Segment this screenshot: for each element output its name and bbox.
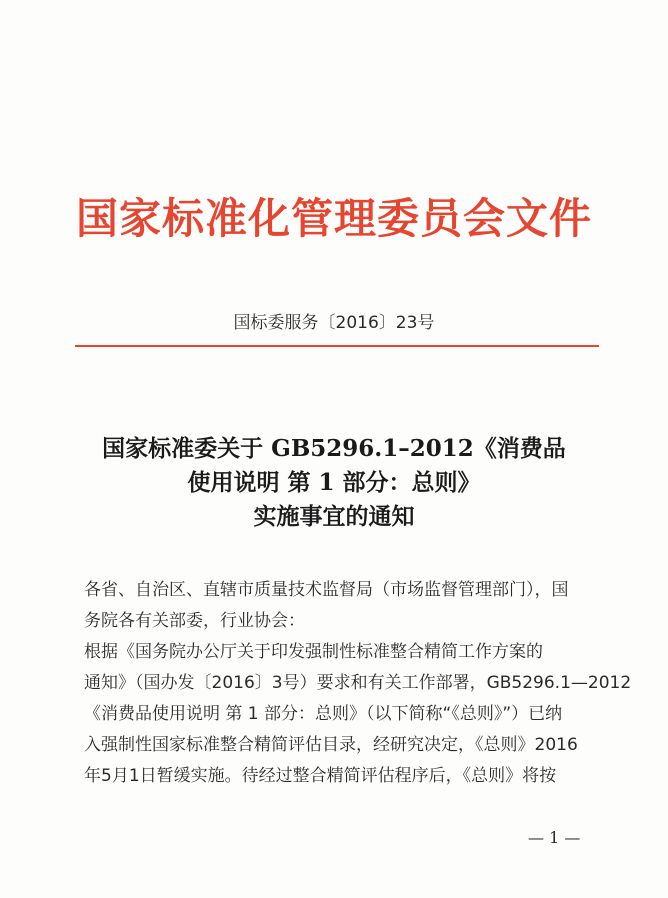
title-line-2: 使用说明 第 1 部分：总则》 bbox=[187, 469, 481, 496]
document-masthead: 国家标准化管理委员会文件 bbox=[75, 194, 592, 243]
body-line-1: 各省、自治区、直辖市质量技术监督局（市场监督管理部门），国 bbox=[84, 580, 569, 600]
title-line-1: 国家标准委关于 GB5296.1–2012《消费品 bbox=[102, 435, 566, 462]
document-title bbox=[0, 432, 668, 534]
body-line-4: 通知》（国办发〔2016〕3号）要求和有关工作部署，GB5296.1—2012 bbox=[84, 673, 632, 693]
header-divider-line bbox=[75, 345, 599, 347]
document-body bbox=[84, 575, 632, 792]
body-line-5: 《消费品使用说明 第 1 部分：总则》（以下简称“《总则》”）已纳 bbox=[84, 704, 563, 724]
body-line-3: 根据《国务院办公厅关于印发强制性标准整合精简工作方案的 bbox=[84, 642, 543, 662]
body-line-7: 年5月1日暂缓实施。待经过整合精简评估程序后，《总则》将按 bbox=[84, 766, 557, 786]
page-number: — 1 — bbox=[528, 828, 581, 847]
body-line-6: 入强制性国家标准整合精简评估目录，经研究决定，《总则》2016 bbox=[84, 735, 578, 755]
document-number: 国标委服务〔2016〕23号 bbox=[233, 313, 435, 333]
title-line-3: 实施事宜的通知 bbox=[253, 503, 415, 530]
body-line-2: 务院各有关部委，行业协会： bbox=[84, 611, 305, 631]
